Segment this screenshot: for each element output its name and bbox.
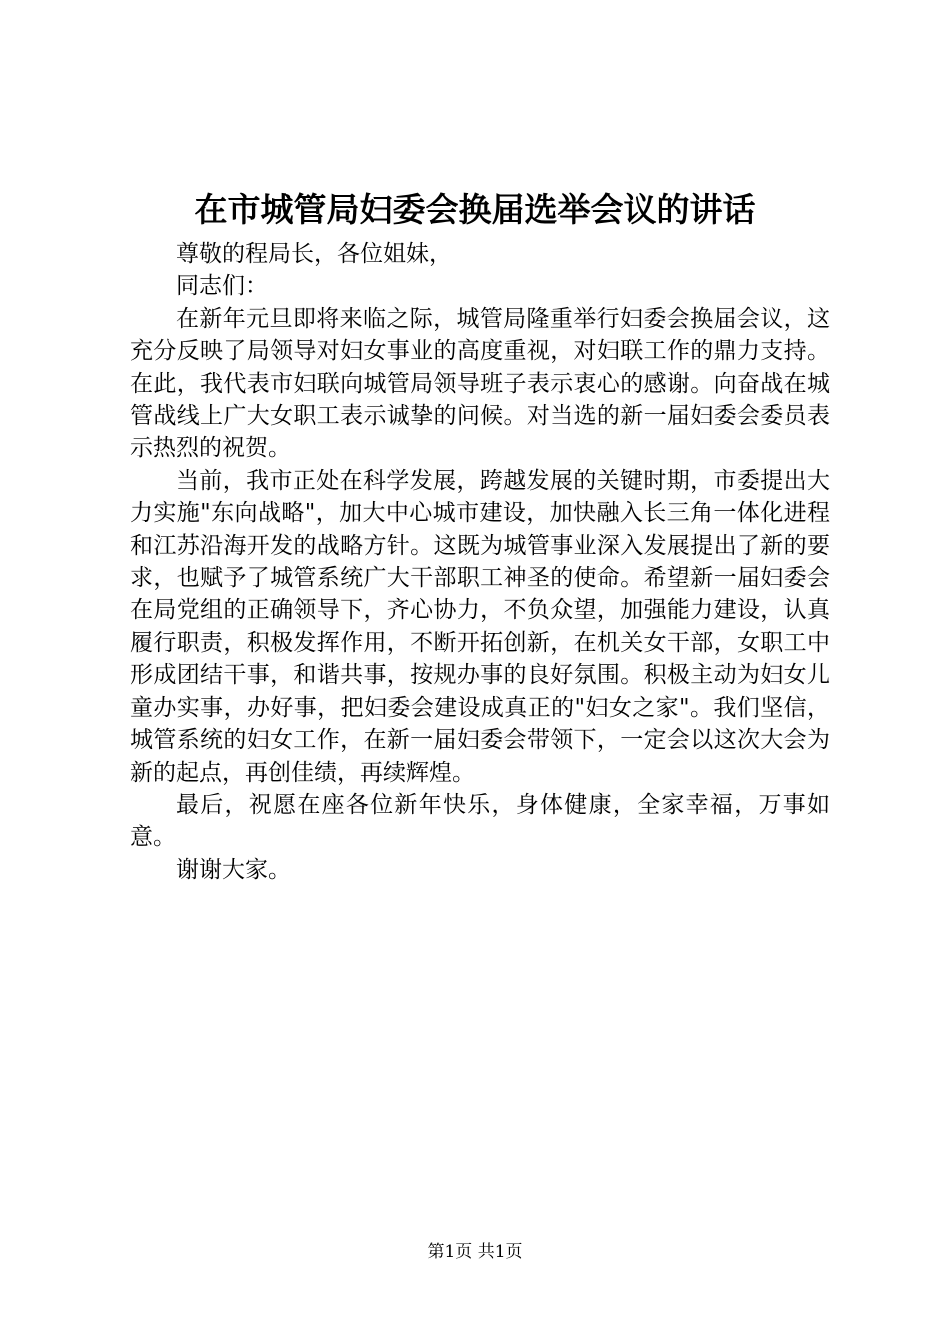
salutation-line: 同志们： xyxy=(176,273,268,300)
body-paragraph: 当前，我市正处在科学发展，跨越发展的关键时期，市委提出大力实施"东向战略"，加大中心城市建设，加快融入长三角一体化进程和江苏沿海开发的战略方针。这既为城管事业深入发展提出了新的要求，也赋予了城管系统广大干部职工神圣的使命。希望新一届妇委会在局党组的正确领导下，齐心协力，不负众望，加强能力建设，认真履行职责，积极发挥作用，不断开拓创新，在机关女干部，女职工中形成团结干事，和谐共事，按规办事的良好氛围。积极主动为妇女儿童办实事，办好事，把妇委会建设成真正的"妇女之家"。我们坚信，城管系统的妇女工作，在新一届妇委会带领下，一定会以这次大会为新的起点，再创佳绩，再续辉煌。 xyxy=(130,467,830,786)
closing-line: 谢谢大家。 xyxy=(176,856,291,883)
body-paragraph: 在新年元旦即将来临之际，城管局隆重举行妇委会换届会议，这充分反映了局领导对妇女事业的高度重视，对妇联工作的鼎力支持。在此，我代表市妇联向城管局领导班子表示衷心的感谢。向奋战在城管战线上广大女职工表示诚挚的问候。对当选的新一届妇委会委员表示热烈的祝贺。 xyxy=(130,305,830,462)
page-number-footer: 第1页 共1页 xyxy=(427,1242,523,1262)
salutation-line: 尊敬的程局长，各位姐妹， xyxy=(176,241,452,267)
document-body xyxy=(130,238,830,886)
document-title: 在市城管局妇委会换届选举会议的讲话 xyxy=(194,190,756,229)
body-paragraph: 最后，祝愿在座各位新年快乐，身体健康，全家幸福，万事如意。 xyxy=(130,791,830,851)
